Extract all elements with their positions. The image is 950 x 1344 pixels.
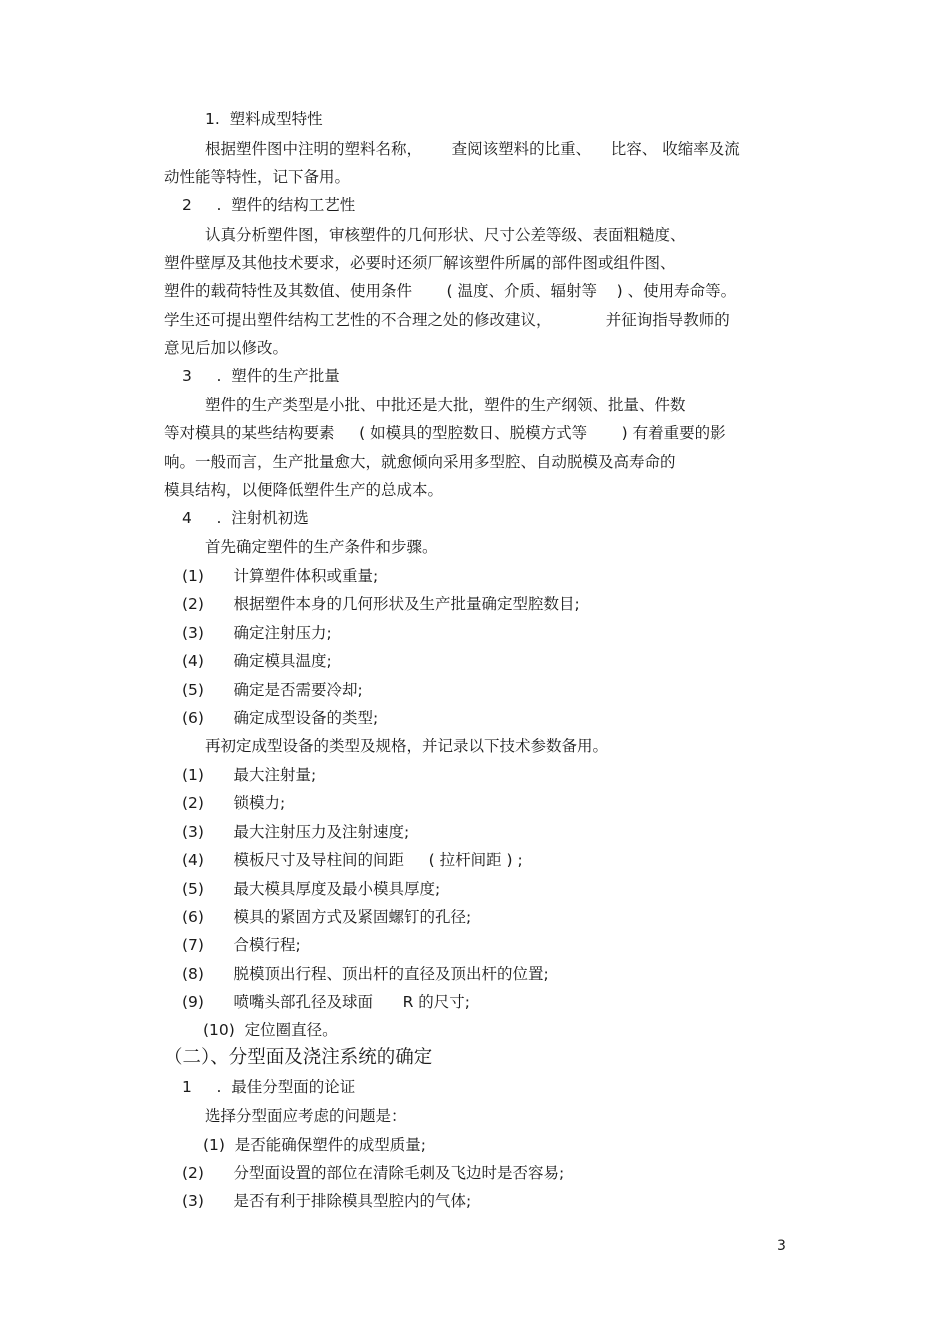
list-item: (3) 确定注射压力; — [182, 624, 332, 642]
list-item: (3) 最大注射压力及注射速度; — [182, 823, 410, 841]
list-item: (2) 锁模力; — [182, 794, 286, 812]
paragraph-line: 选择分型面应考虑的问题是： — [205, 1107, 407, 1125]
page-number: 3 — [777, 1238, 786, 1254]
paragraph-line: 动性能等特性，记下备用。 — [164, 168, 351, 186]
list-item: (6) 模具的紧固方式及紧固螺钉的孔径; — [182, 908, 472, 926]
list-item: (1) 是否能确保塑件的成型质量; — [203, 1136, 427, 1154]
paragraph-line: 塑件的载荷特性及其数值、使用条件 ( 温度、介质、辐射等 ) 、使用寿命等。 — [164, 282, 737, 300]
paragraph-line: 学生还可提出塑件结构工艺性的不合理之处的修改建议， 并征询指导教师的 — [164, 311, 730, 329]
paragraph-line: 等对模具的某些结构要素 ( 如模具的型腔数日、脱模方式等 ) 有着重要的影 — [164, 424, 726, 442]
paragraph-line: 塑件的生产类型是小批、中批还是大批，塑件的生产纲领、批量、件数 — [205, 396, 686, 414]
section-heading-2: 2 . 塑件的结构工艺性 — [182, 196, 356, 214]
paragraph-line: 再初定成型设备的类型及规格，并记录以下技术参数备用。 — [205, 737, 609, 755]
list-item: (4) 模板尺寸及导柱间的间距 ( 拉杆间距 ) ; — [182, 851, 523, 869]
list-item: (10) 定位圈直径。 — [203, 1021, 338, 1039]
list-item: (9) 喷嘴头部孔径及球面 R 的尺寸; — [182, 993, 470, 1011]
list-item: (1) 计算塑件体积或重量; — [182, 567, 379, 585]
list-item: (5) 最大模具厚度及最小模具厚度; — [182, 880, 441, 898]
list-item: (2) 分型面设置的部位在清除毛刺及飞边时是否容易; — [182, 1164, 565, 1182]
list-item: (4) 确定模具温度; — [182, 652, 332, 670]
list-item: (8) 脱模顶出行程、顶出杆的直径及顶出杆的位置; — [182, 965, 549, 983]
list-item: (7) 合模行程; — [182, 936, 301, 954]
paragraph-line: 意见后加以修改。 — [164, 339, 289, 357]
section-heading-4: 4 . 注射机初选 — [182, 509, 309, 527]
list-item: (6) 确定成型设备的类型; — [182, 709, 379, 727]
paragraph-line: 塑件壁厚及其他技术要求，必要时还须厂解该塑件所属的部件图或组件图、 — [164, 254, 676, 272]
paragraph-line: 根据塑件图中注明的塑料名称， 查阅该塑料的比重、 比容、 收缩率及流 — [205, 140, 740, 158]
paragraph-line: 首先确定塑件的生产条件和步骤。 — [205, 538, 438, 556]
list-item: (1) 最大注射量; — [182, 766, 317, 784]
section-heading-5: 1 . 最佳分型面的论证 — [182, 1078, 356, 1096]
list-item: (3) 是否有利于排除模具型腔内的气体; — [182, 1192, 472, 1210]
paragraph-line: 认真分析塑件图，审核塑件的几何形状、尺寸公差等级、表面粗糙度、 — [205, 226, 686, 244]
paragraph-line: 响。一般而言，生产批量愈大，就愈倾向采用多型腔、自动脱模及高寿命的 — [164, 453, 676, 471]
paragraph-line: 模具结构，以便降低塑件生产的总成本。 — [164, 481, 444, 499]
chapter-heading: （二）、分型面及浇注系统的确定 — [164, 1047, 433, 1068]
section-heading-3: 3 . 塑件的生产批量 — [182, 367, 340, 385]
list-item: (2) 根据塑件本身的几何形状及生产批量确定型腔数目; — [182, 595, 580, 613]
list-item: (5) 确定是否需要冷却; — [182, 681, 363, 699]
section-heading-1: 1. 塑料成型特性 — [205, 110, 323, 128]
